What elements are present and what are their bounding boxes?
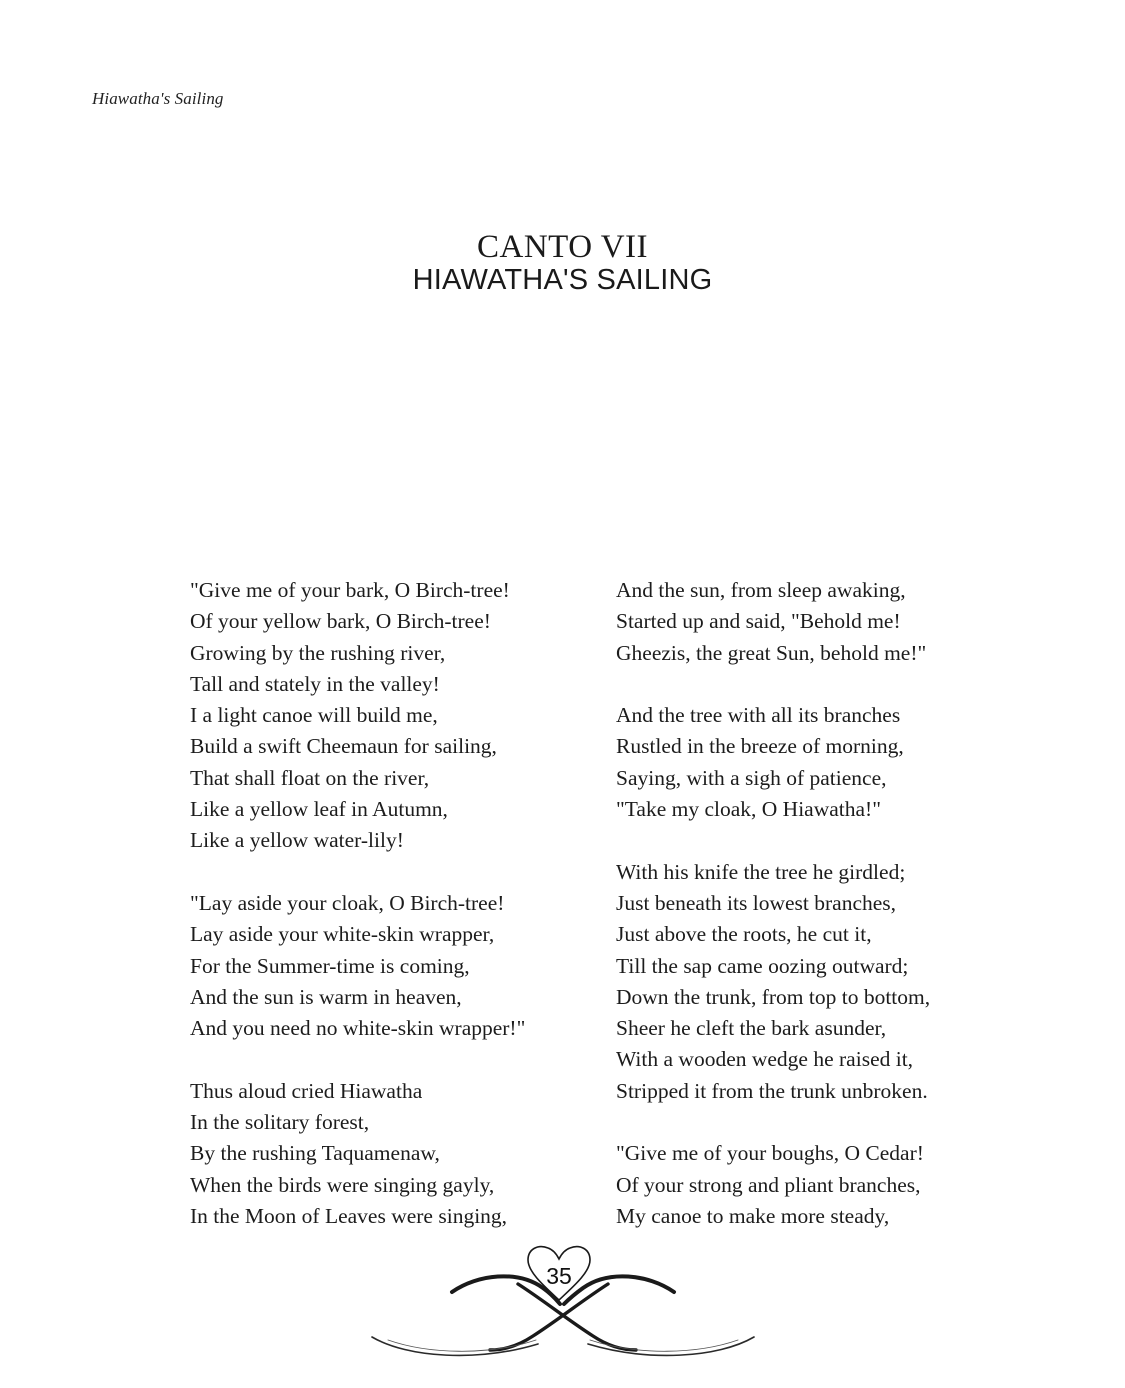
poem-column-right [616,575,1036,1232]
canto-number: CANTO VII [476,229,649,265]
verse-line: That shall float on the river, [190,765,430,790]
chapter-heading [0,230,1125,296]
verse-line: My canoe to make more steady, [616,1203,890,1228]
verse-line: Down the trunk, from top to bottom, [616,984,931,1009]
stanza [616,700,1036,825]
poem-column-left [190,575,590,1232]
stanza [616,575,1036,669]
verse-line: With his knife the tree he girdled; [616,859,906,884]
verse-line: For the Summer-time is coming, [190,953,470,978]
verse-line: "Take my cloak, O Hiawatha!" [616,797,881,822]
heart-swirl-ornament [368,1240,758,1365]
verse-line: Rustled in the breeze of morning, [616,734,904,759]
canto-title: HIAWATHA'S SAILING [412,264,713,296]
verse-line: Just beneath its lowest branches, [616,890,897,915]
verse-line: Sheer he cleft the bark asunder, [616,1016,887,1041]
stanza [616,857,1036,1107]
verse-line: Like a yellow water-lily! [190,828,404,853]
verse-line: Just above the roots, he cut it, [616,922,872,947]
verse-line: And the sun is warm in heaven, [190,984,462,1009]
verse-line: Thus aloud cried Hiawatha [190,1078,423,1103]
verse-line: "Lay aside your cloak, O Birch-tree! [190,890,505,915]
verse-line: Of your strong and pliant branches, [616,1172,921,1197]
verse-line: Started up and said, "Behold me! [616,609,901,634]
verse-line: Till the sap came oozing outward; [616,953,909,978]
verse-line: Of your yellow bark, O Birch-tree! [190,609,491,634]
verse-line: And the tree with all its branches [616,703,901,728]
running-head: Hiawatha's Sailing [92,89,224,108]
verse-line: When the birds were singing gayly, [190,1172,495,1197]
verse-line: Like a yellow leaf in Autumn, [190,797,448,822]
verse-line: I a light canoe will build me, [190,703,438,728]
page-number: 35 [546,1263,572,1289]
verse-line: Lay aside your white-skin wrapper, [190,922,495,947]
verse-line: Growing by the rushing river, [190,640,446,665]
verse-line: In the Moon of Leaves were singing, [190,1203,508,1228]
verse-line: Gheezis, the great Sun, behold me!" [616,640,927,665]
verse-line: And the sun, from sleep awaking, [616,578,906,602]
stanza [190,888,590,1044]
verse-line: By the rushing Taquamenaw, [190,1141,440,1166]
verse-line: Stripped it from the trunk unbroken. [616,1078,928,1103]
verse-line: "Give me of your boughs, O Cedar! [616,1141,924,1166]
stanza [190,575,590,857]
stanza [190,1076,590,1232]
stanza [616,1138,1036,1232]
verse-line: And you need no white-skin wrapper!" [190,1016,526,1041]
verse-line: Build a swift Cheemaun for sailing, [190,734,497,759]
verse-line: "Give me of your bark, O Birch-tree! [190,578,510,602]
verse-line: Saying, with a sigh of patience, [616,765,887,790]
verse-line: In the solitary forest, [190,1110,370,1135]
verse-line: With a wooden wedge he raised it, [616,1047,914,1072]
verse-line: Tall and stately in the valley! [190,671,440,696]
